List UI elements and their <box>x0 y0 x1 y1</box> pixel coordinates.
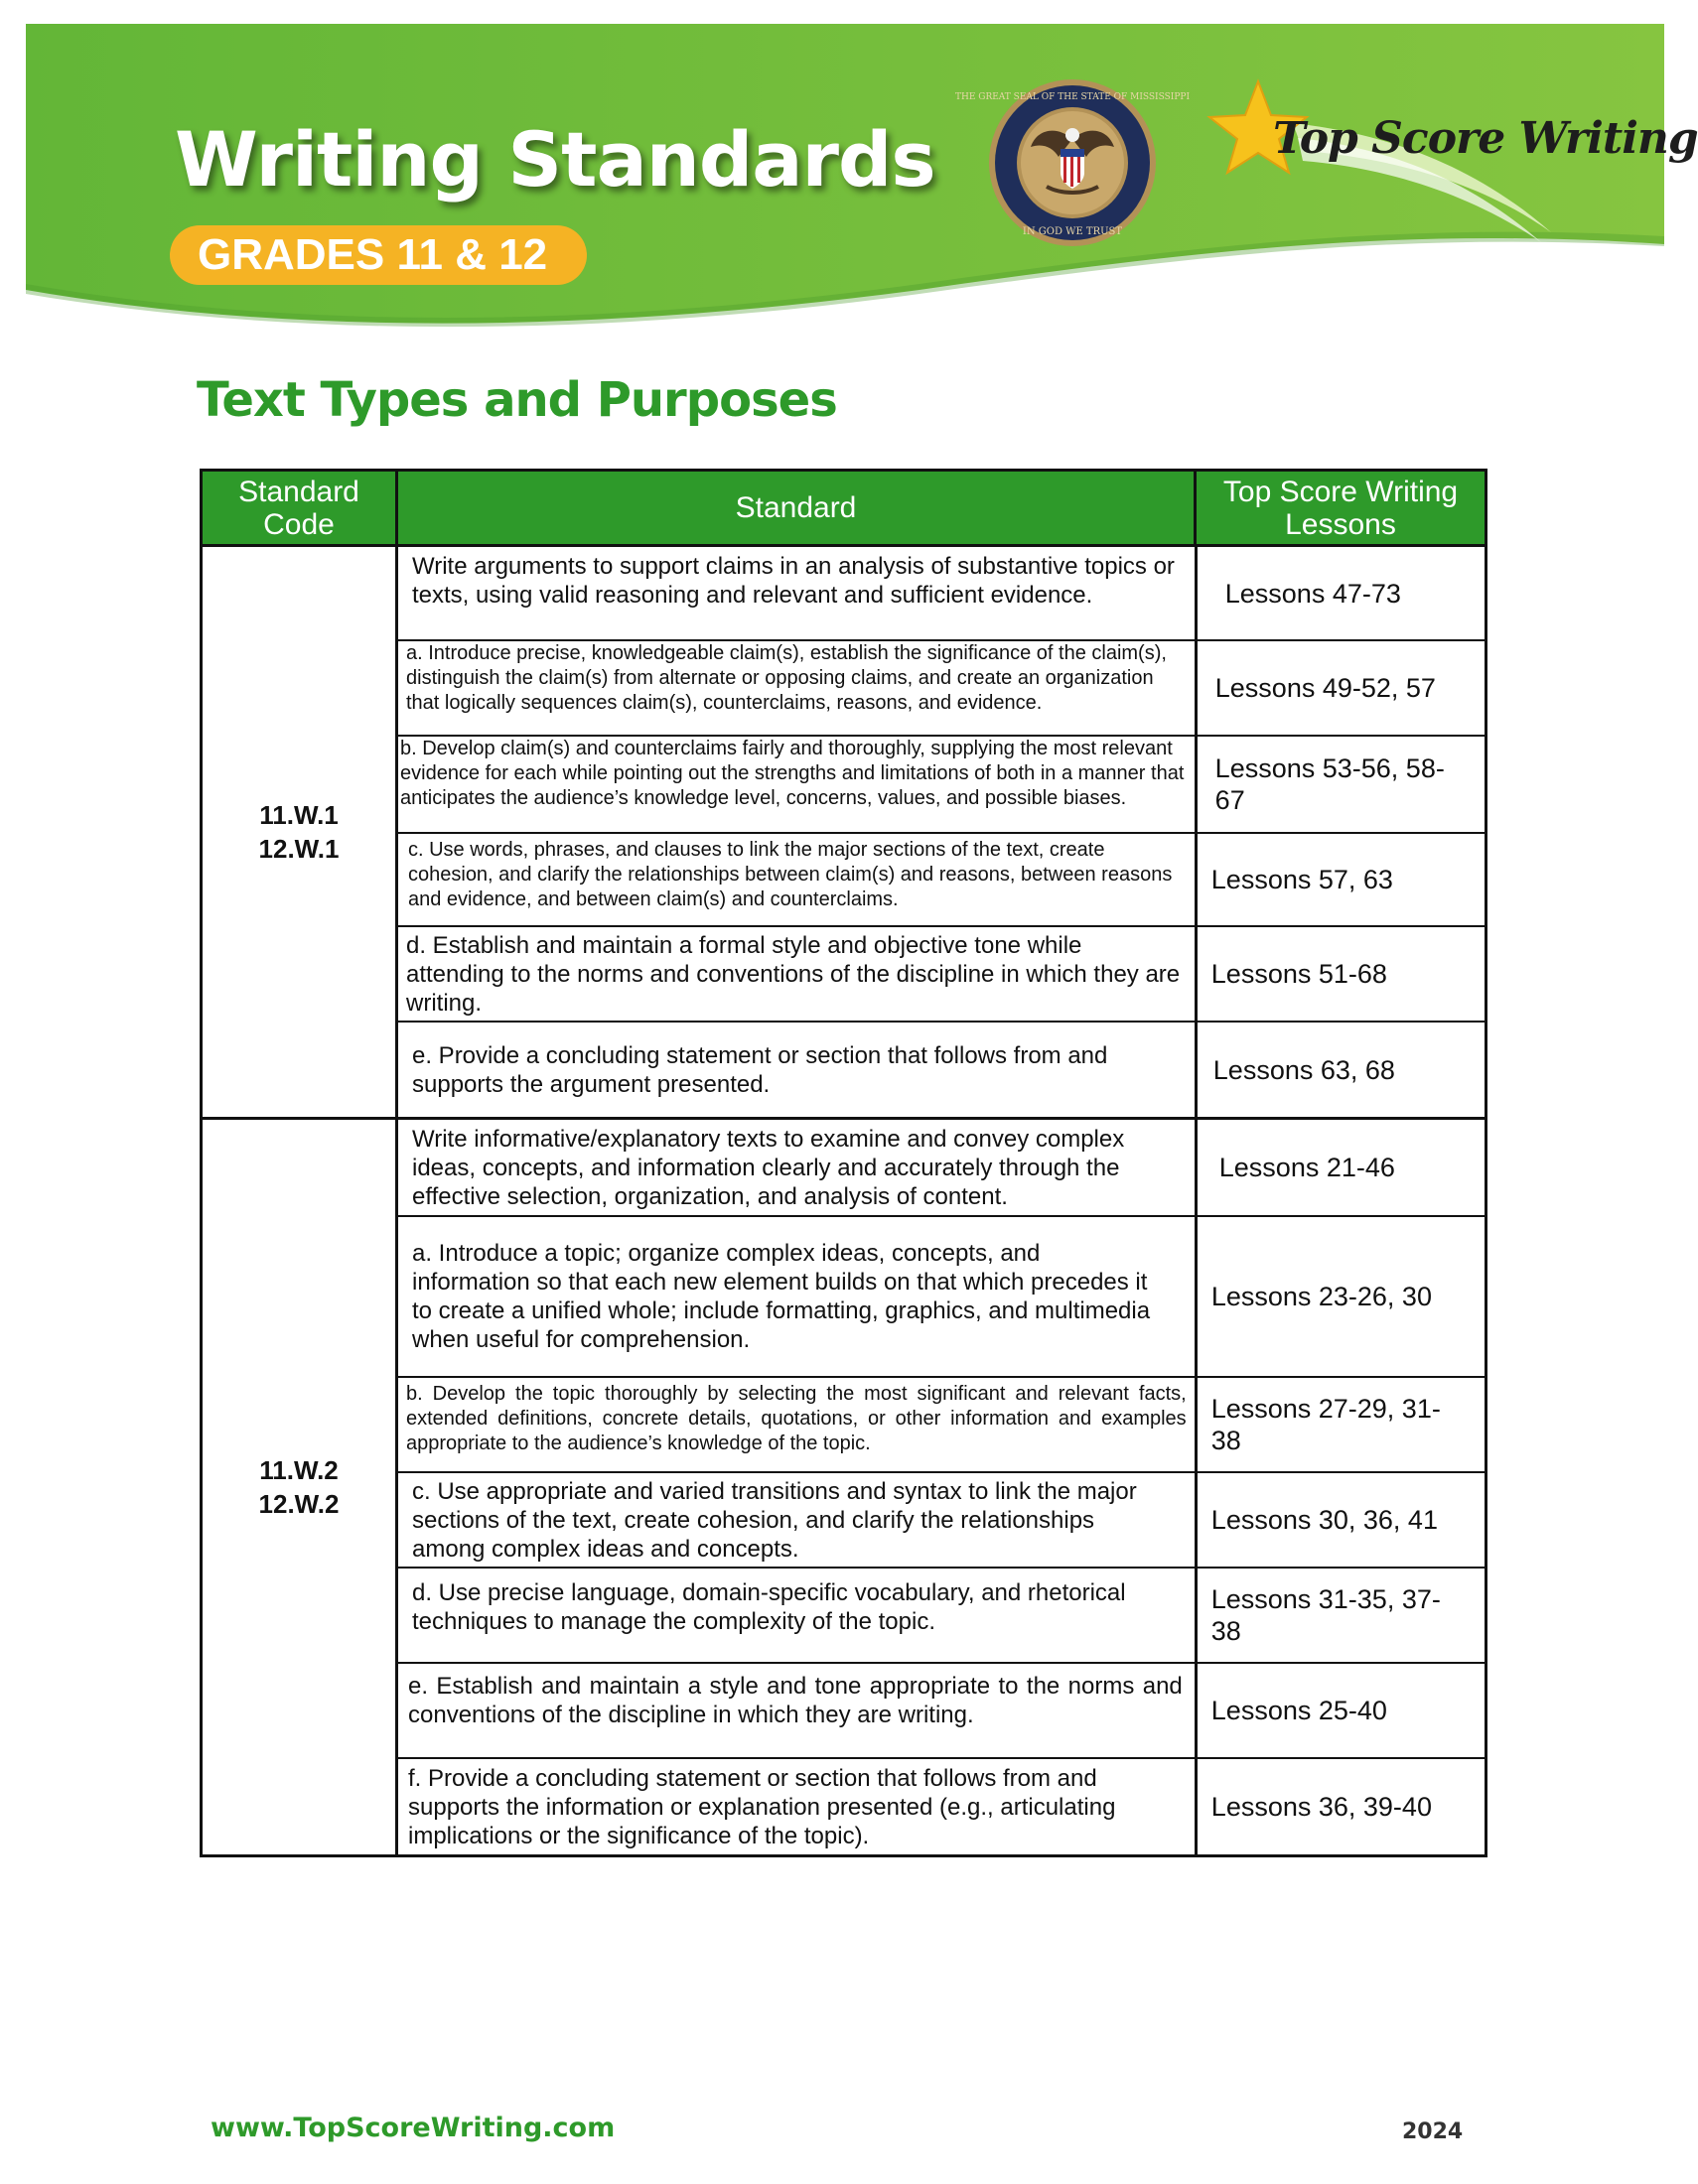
lessons-cell: Lessons 31-35, 37-38 <box>1195 1569 1485 1662</box>
lessons-cell: Lessons 23-26, 30 <box>1195 1217 1485 1376</box>
table-row <box>398 1378 1485 1473</box>
column-header-lessons: Top Score Writing Lessons <box>1194 472 1485 544</box>
standard-text: d. Establish and maintain a formal style and objective tone while attending to the norms and conventions of the discipline in which they are writing. <box>406 931 1181 1017</box>
table-row <box>398 1023 1485 1117</box>
standard-code: 11.W.1 <box>259 800 339 830</box>
lessons-cell: Lessons 47-73 <box>1195 547 1485 639</box>
standard-code: 11.W.2 <box>259 1455 339 1485</box>
grades-badge: GRADES 11 & 12 <box>170 225 587 285</box>
column-header-standard: Standard <box>395 472 1194 544</box>
standard-text: Write informative/explanatory texts to examine and convey complex ideas, concepts, and information clearly and accurately through the effective selection, organization, and analysis of content. <box>412 1125 1125 1210</box>
standard-text: a. Introduce precise, knowledgeable claim(s), establish the significance of the claim(s), distinguish the claim(s) from alternate or opposing claims, and create an organization that logically sequences claim(s), counterclaims, reasons, and evidence. <box>406 642 1167 714</box>
standard-code-cell <box>203 1120 395 1854</box>
top-score-writing-logo <box>1203 64 1698 252</box>
section-title: Text Types and Purposes <box>197 372 837 428</box>
standard-text: c. Use words, phrases, and clauses to link the major sections of the text, create cohesion, and clarify the relationships between claim(s) and reasons, between reasons and evidence, and between claim(s) and counterclaims. <box>408 839 1173 910</box>
table-row <box>398 927 1485 1023</box>
table-row <box>398 1217 1485 1378</box>
seal-motto: IN GOD WE TRUST <box>1022 226 1123 237</box>
lessons-cell: Lessons 57, 63 <box>1195 834 1485 925</box>
lessons-cell: Lessons 49-52, 57 <box>1195 641 1485 735</box>
lessons-cell: Lessons 25-40 <box>1195 1664 1485 1757</box>
seal-text: THE GREAT SEAL OF THE STATE OF MISSISSIPPI <box>954 92 1191 102</box>
standard-group-w2 <box>203 1120 1485 1854</box>
standards-table <box>200 469 1487 1857</box>
standard-code: 12.W.1 <box>258 834 340 864</box>
table-row <box>398 834 1485 927</box>
table-row <box>398 1120 1485 1217</box>
table-row <box>398 1759 1485 1854</box>
standard-text: Write arguments to support claims in an analysis of substantive topics or texts, using valid reasoning and relevant and sufficient evidence. <box>412 553 1175 609</box>
standard-group-w1 <box>203 547 1485 1120</box>
standard-text: b. Develop the topic thoroughly by selecting the most significant and relevant facts, extended definitions, concrete details, quotations, or other information and examples appropriate to the audience’s knowledge of the topic. <box>406 1383 1187 1454</box>
table-header <box>203 472 1485 547</box>
lessons-cell: Lessons 30, 36, 41 <box>1195 1473 1485 1567</box>
lessons-cell: Lessons 21-46 <box>1195 1120 1485 1215</box>
standard-text: a. Introduce a topic; organize complex ideas, concepts, and information so that each new element builds on that which precedes it to create a unified whole; include formatting, graphics, and multimedia when useful for comprehension. <box>412 1240 1151 1353</box>
lessons-cell: Lessons 27-29, 31-38 <box>1195 1378 1485 1471</box>
lessons-cell: Lessons 51-68 <box>1195 927 1485 1021</box>
standard-code-cell <box>203 547 395 1117</box>
lessons-cell: Lessons 36, 39-40 <box>1195 1759 1485 1854</box>
table-row <box>398 737 1485 834</box>
standard-text: e. Provide a concluding statement or section that follows from and supports the argument presented. <box>412 1041 1108 1098</box>
standard-code: 12.W.2 <box>258 1489 340 1519</box>
table-row <box>398 1569 1485 1664</box>
standard-text: b. Develop claim(s) and counterclaims fairly and thoroughly, supplying the most relevant evidence for each while pointing out the strengths and limitations of both in a manner that anticipates the audience’s knowledge level, concerns, values, and possible biases. <box>400 738 1185 809</box>
footer-url: www.TopScoreWriting.com <box>211 2113 616 2143</box>
standard-text: c. Use appropriate and varied transitions and syntax to link the major sections of the text, create cohesion, and clarify the relationships among complex ideas and concepts. <box>412 1477 1137 1563</box>
logo-text: Top Score Writing <box>1273 113 1698 164</box>
column-header-code: Standard Code <box>238 475 359 541</box>
page-title: Writing Standards <box>175 115 935 204</box>
footer-year: 2024 <box>1402 2119 1464 2144</box>
standard-text: d. Use precise language, domain-specific vocabulary, and rhetorical techniques to manage the complexity of the topic. <box>412 1579 1126 1635</box>
standard-text: e. Establish and maintain a style and tone appropriate to the norms and conventions of the discipline in which they are writing. <box>408 1673 1183 1728</box>
standard-text: f. Provide a concluding statement or section that follows from and supports the information or explanation presented (e.g., articulating implications or the significance of the topic). <box>408 1764 1116 1849</box>
header-banner <box>26 24 1698 341</box>
state-seal-icon <box>954 77 1191 248</box>
table-row <box>398 641 1485 737</box>
table-row <box>398 1473 1485 1569</box>
table-row <box>398 1664 1485 1759</box>
lessons-cell: Lessons 63, 68 <box>1195 1023 1485 1117</box>
table-row <box>398 547 1485 641</box>
lessons-cell: Lessons 53-56, 58-67 <box>1195 737 1485 832</box>
